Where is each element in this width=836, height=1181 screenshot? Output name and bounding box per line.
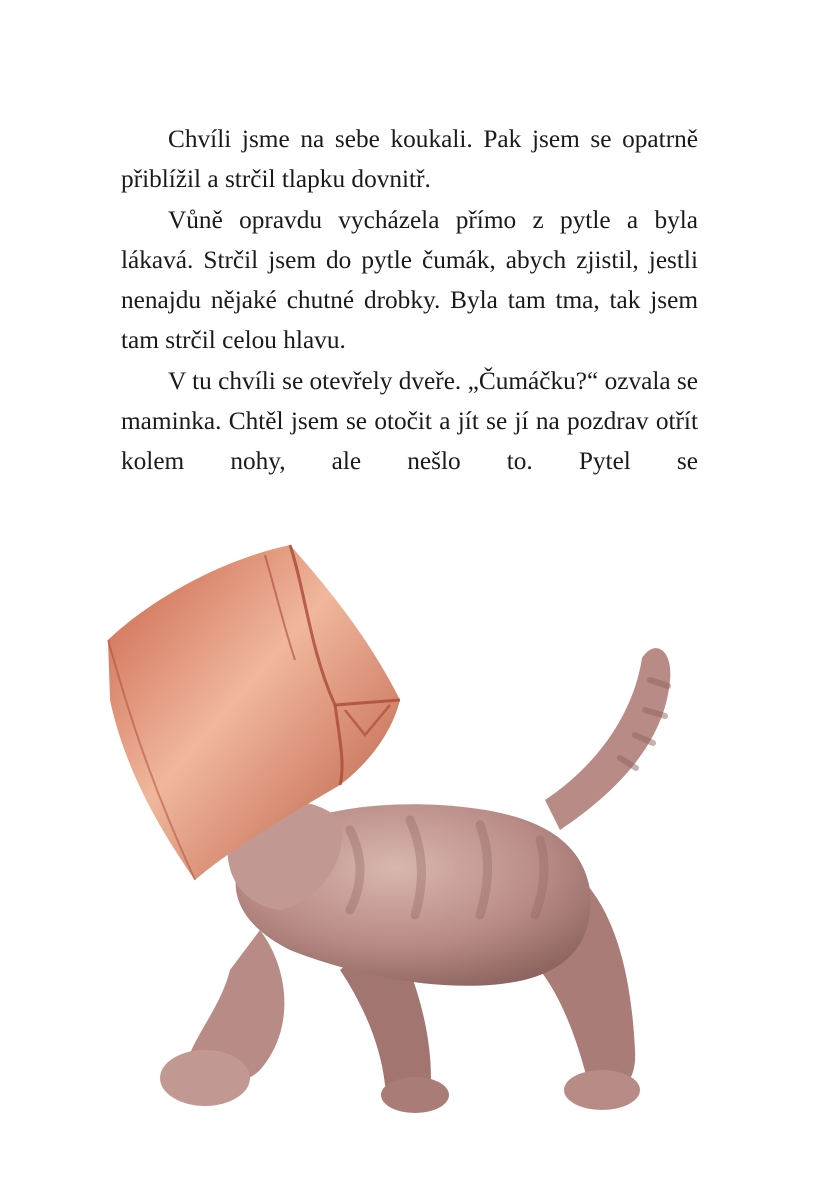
paragraph-3: V tu chvíli se otevřely dveře. „Čumáčku?“ ozvala se maminka. Chtěl jsem se otočit a jít se jí na pozdrav otřít kolem nohy, ale nešlo to. Pytel se: [121, 366, 698, 476]
kitten-illustration: [90, 530, 710, 1150]
story-text: [121, 119, 698, 482]
paragraph-1: Chvíli jsme na sebe koukali. Pak jsem se opatrně přiblížil a strčil tlapku dovnitř.: [121, 125, 698, 194]
paragraph-2: Vůně opravdu vycházela přímo z pytle a byla lákavá. Strčil jsem do pytle čumák, abych zjistil, jestli nenajdu nějaké chutné drobky. Byla tam tma, tak jsem tam strčil celou hlavu.: [121, 205, 698, 355]
kitten-bag-drawing: [90, 530, 710, 1150]
